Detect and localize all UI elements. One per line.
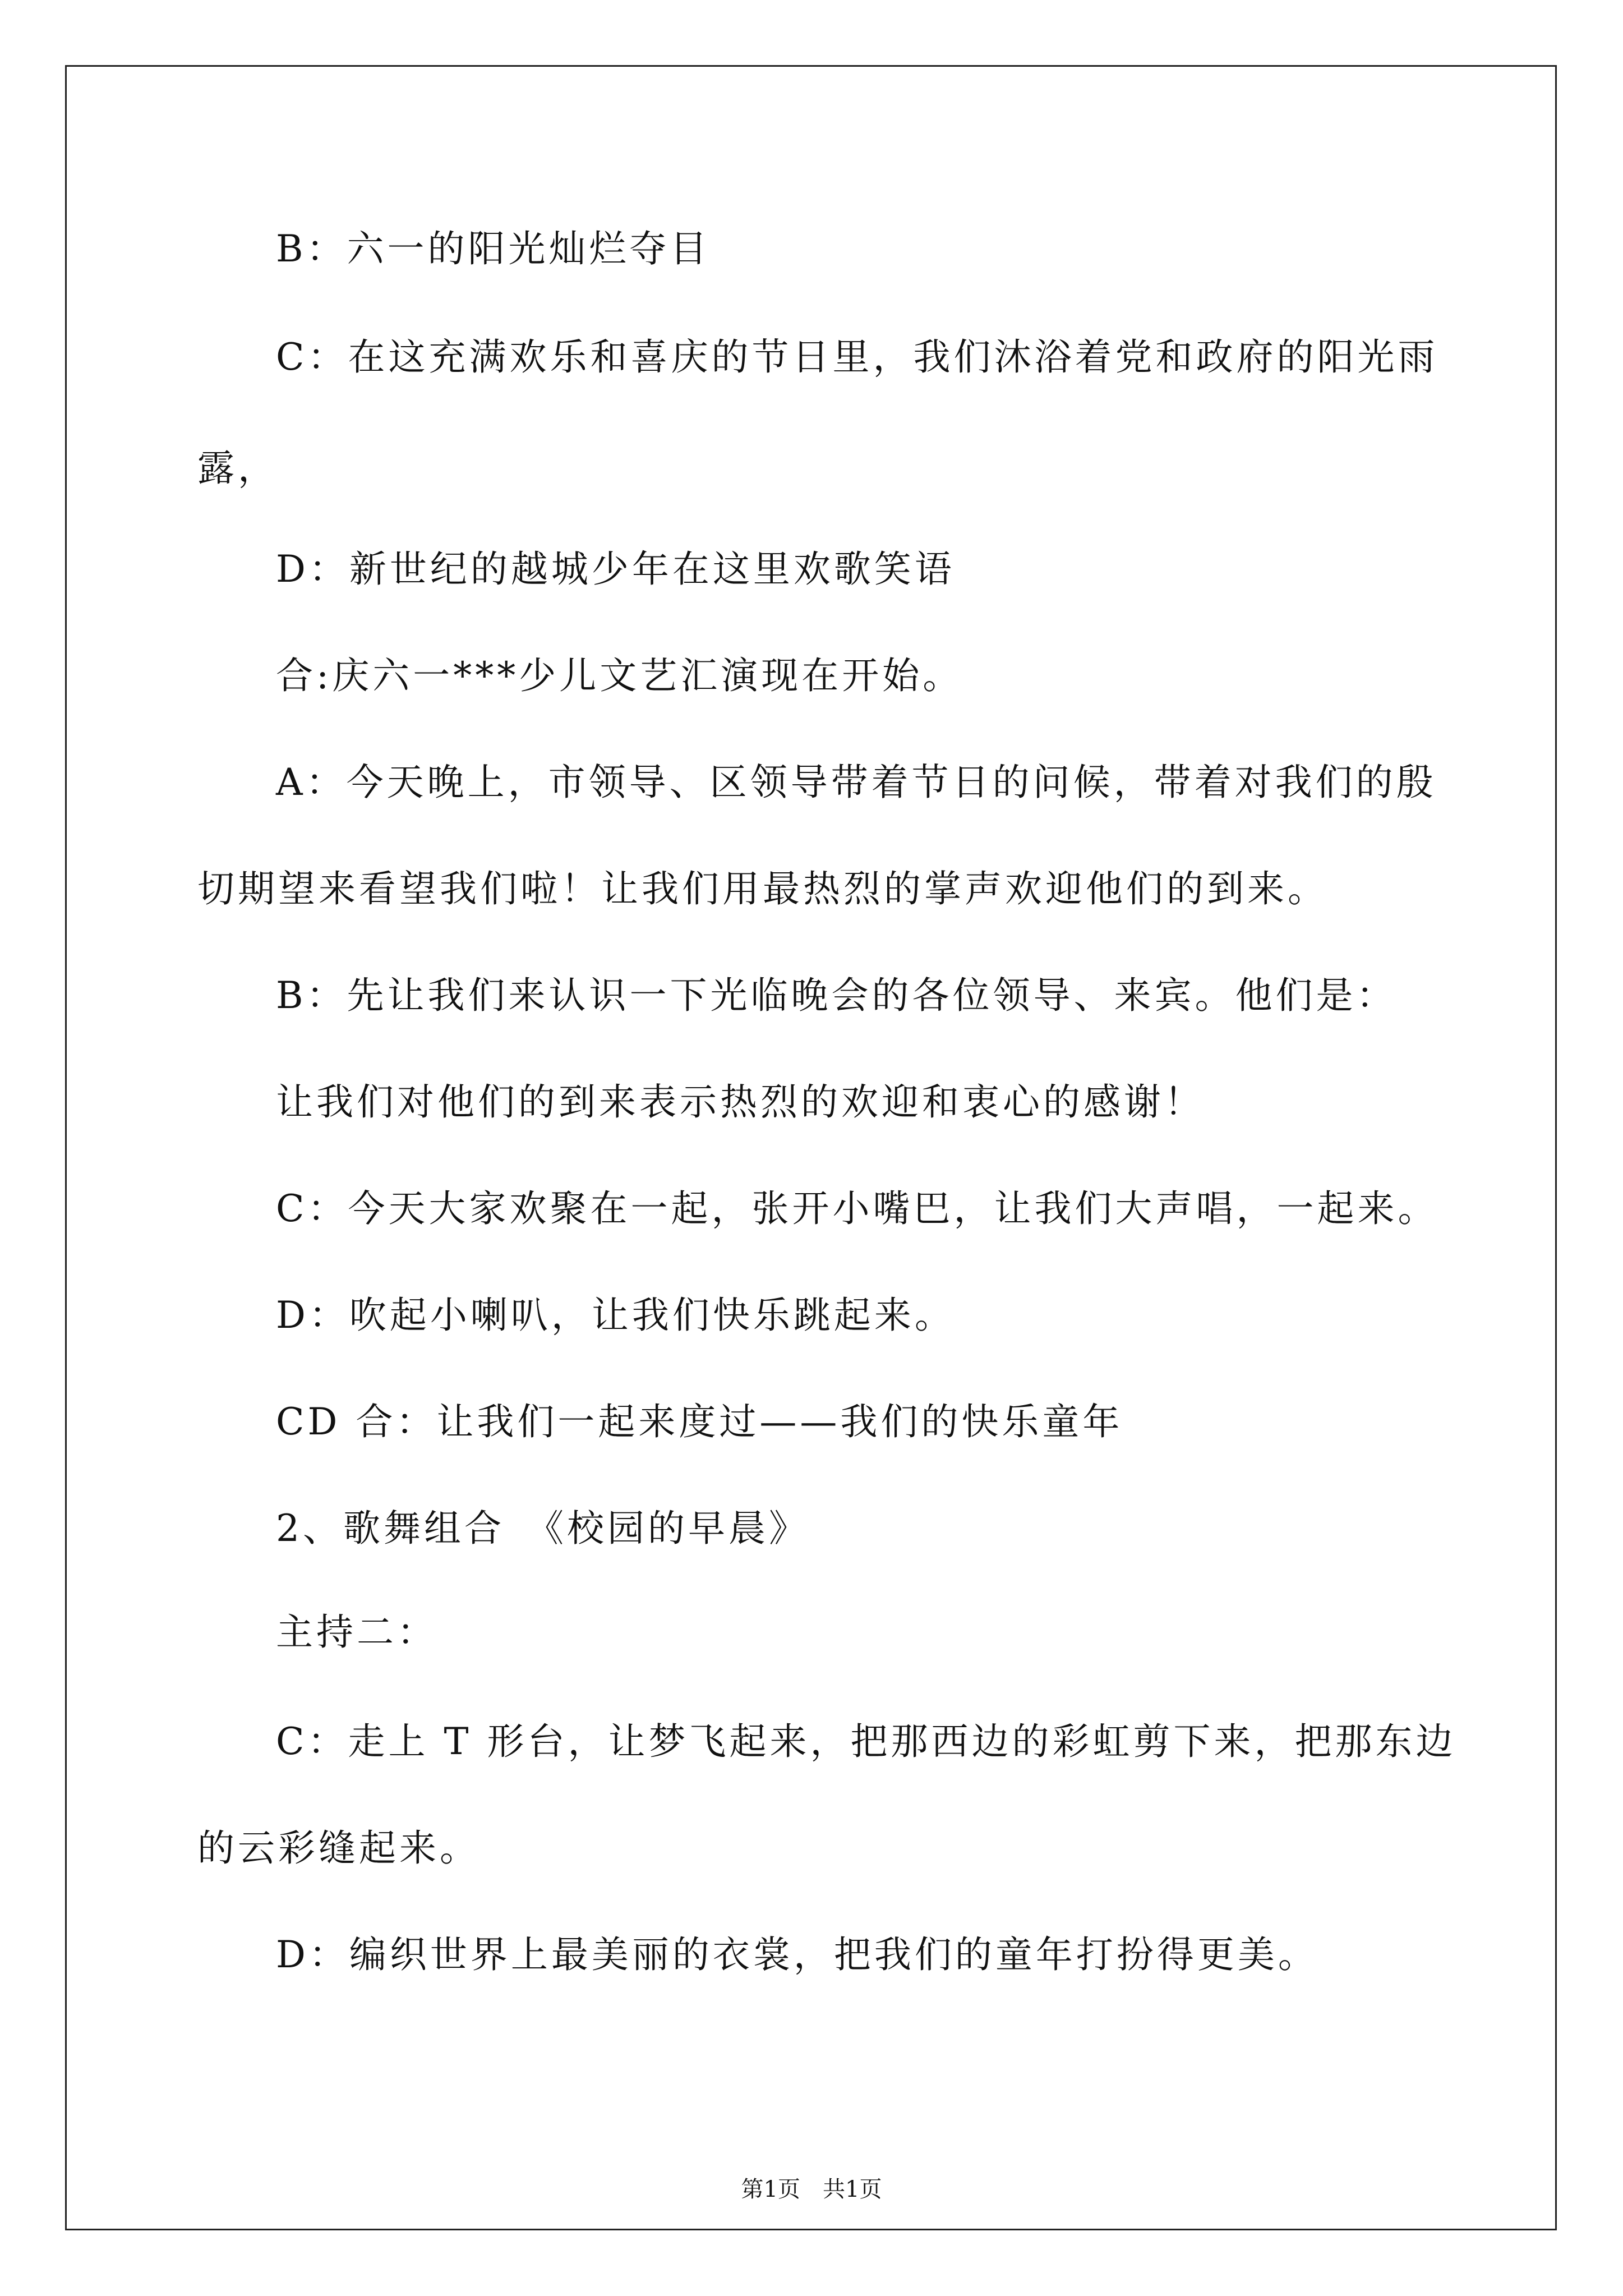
text-line: 2、歌舞组合 《校园的早晨》 <box>276 1507 809 1550</box>
text-line: CD 合：让我们一起来度过——我们的快乐童年 <box>276 1400 1123 1443</box>
text-line: A：今天晚上，市领导、区领导带着节日的问候，带着对我们的殷 <box>276 761 1437 804</box>
text-line: C：今天大家欢聚在一起，张开小嘴巴，让我们大声唱，一起来。 <box>276 1187 1438 1230</box>
text-line: B：六一的阳光灿烂夺目 <box>276 227 711 270</box>
text-line: B：先让我们来认识一下光临晚会的各位领导、来宾。他们是： <box>276 974 1397 1017</box>
text-line: 合:庆六一***少儿文艺汇演现在开始。 <box>276 654 963 697</box>
text-line: 切期望来看望我们啦！让我们用最热烈的掌声欢迎他们的到来。 <box>197 867 1328 910</box>
page-number: 第1页 共1页 <box>741 2177 882 2202</box>
text-line: 让我们对他们的到来表示热烈的欢迎和衷心的感谢！ <box>276 1080 1205 1124</box>
text-line: C：走上 T 形台，让梦飞起来，把那西边的彩虹剪下来，把那东边 <box>276 1720 1456 1763</box>
text-line: 露， <box>197 447 278 490</box>
text-line: 的云彩缝起来。 <box>197 1826 480 1870</box>
text-line: D：编织世界上最美丽的衣裳，把我们的童年打扮得更美。 <box>276 1933 1318 1976</box>
page-border <box>65 65 1557 2230</box>
text-line: 主持二： <box>276 1611 437 1654</box>
text-line: D：新世纪的越城少年在这里欢歌笑语 <box>276 547 955 591</box>
text-line: C：在这充满欢乐和喜庆的节日里，我们沐浴着党和政府的阳光雨 <box>276 335 1438 379</box>
text-line: D：吹起小喇叭，让我们快乐跳起来。 <box>276 1294 955 1337</box>
